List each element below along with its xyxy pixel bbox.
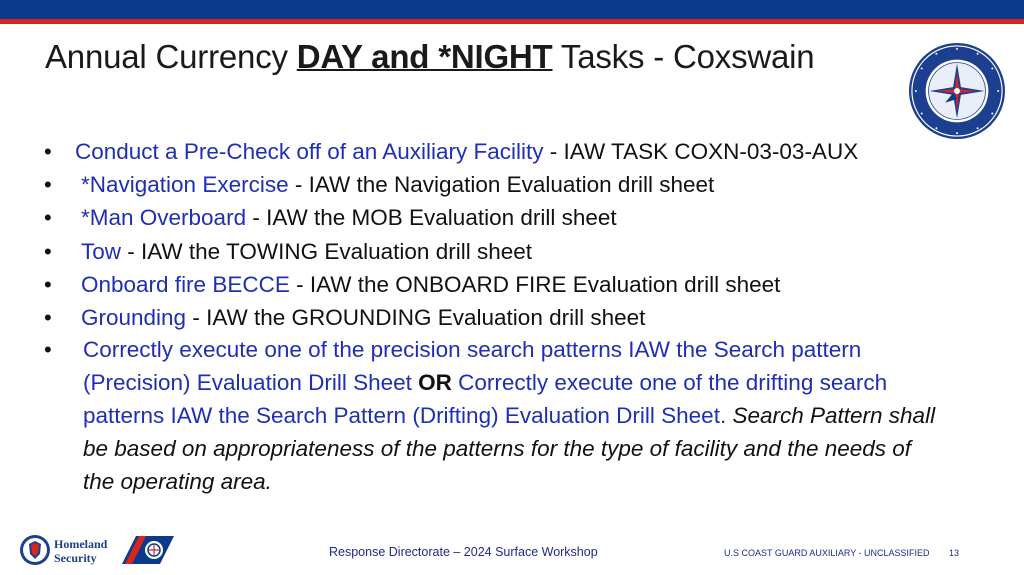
task-reference: - IAW the TOWING Evaluation drill sheet [121, 238, 532, 264]
list-item [44, 301, 944, 334]
title-prefix: Annual Currency [45, 38, 297, 75]
task-name: Onboard fire BECCE [81, 271, 290, 297]
or-keyword: OR [418, 370, 452, 395]
page-number: 13 [949, 548, 960, 558]
task-text [75, 135, 858, 168]
footer-classification: U.S COAST GUARD AUXILIARY - UNCLASSIFIED [724, 548, 930, 558]
header-blue-bar [0, 0, 1024, 19]
slide-title [45, 38, 814, 76]
task-reference: - IAW the ONBOARD FIRE Evaluation drill sheet [289, 271, 781, 297]
logo-line1: Homeland [54, 537, 108, 551]
search-pattern-note: Search Pattern shall be based on appropriateness of the patterns for the type of facility and the needs of the operating area. [83, 403, 936, 494]
auxiliary-response-directorate-seal [908, 42, 1006, 140]
footer-event-title: Response Directorate – 2024 Surface Workshop [329, 545, 598, 559]
list-item [44, 168, 944, 201]
header-red-stripe [0, 19, 1024, 24]
task-name: Tow [81, 238, 122, 264]
task-name: Conduct a Pre-Check off of an Auxiliary Facility [75, 139, 544, 164]
bullet-mark: • [44, 172, 52, 198]
title-suffix: Tasks - Coxswain [552, 38, 815, 75]
bullet-mark: • [44, 337, 52, 362]
task-name: *Man Overboard [81, 205, 247, 231]
task-list [44, 135, 944, 334]
logo-line2: Security [54, 551, 97, 565]
homeland-security-uscg-logo [18, 532, 178, 568]
list-item [44, 268, 944, 301]
bullet-mark: • [44, 238, 52, 264]
task-text [81, 235, 532, 268]
bullet-mark: • [44, 139, 52, 164]
task-reference: - IAW the Navigation Evaluation drill sheet [288, 172, 715, 198]
task-reference: - IAW TASK COXN-03-03-AUX [543, 139, 859, 164]
task-text [81, 168, 714, 201]
task-name: Grounding [81, 304, 187, 330]
task-text [81, 301, 645, 334]
drifting-pattern-text: Correctly execute one of the drifting search patterns IAW the Search Pattern (Drifting) Evaluation Drill Sheet. [83, 370, 888, 428]
task-name: *Navigation Exercise [81, 172, 289, 198]
precision-pattern-text: Correctly execute one of the precision search patterns IAW the Search pattern (Precision) Evaluation Drill Sheet [83, 337, 862, 395]
bullet-mark: • [44, 304, 52, 330]
task-text [81, 268, 780, 301]
task-reference: - IAW the GROUNDING Evaluation drill sheet [186, 304, 646, 330]
bullet-mark: • [44, 271, 52, 297]
list-item [44, 135, 944, 168]
title-emphasis: DAY and *NIGHT [296, 38, 553, 75]
list-item [44, 201, 944, 234]
list-item [44, 235, 944, 268]
task-reference: - IAW the MOB Evaluation drill sheet [246, 205, 617, 231]
search-pattern-text [83, 333, 943, 498]
task-text [81, 201, 617, 234]
bullet-mark: • [44, 205, 52, 231]
